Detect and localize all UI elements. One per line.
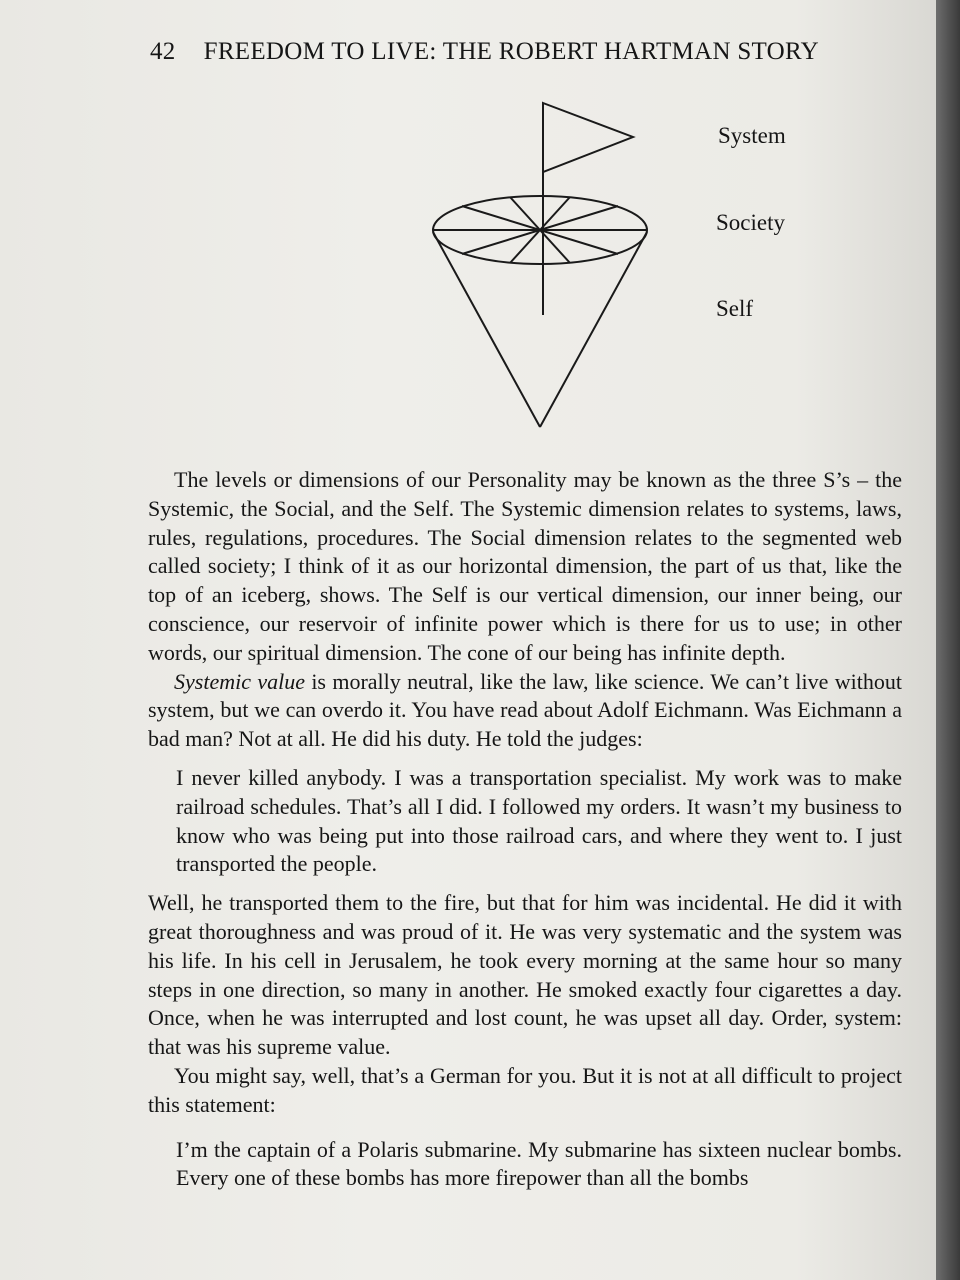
body-text [148, 466, 902, 1203]
eichmann-quote: I never killed anybody. I was a transportation specialist. My work was to make railroad schedules. That’s all I did. I followed my orders. It wasn’t my business to know who was being put into those railroad cars, and where they went to. I just transported the people. [176, 764, 902, 877]
running-header [150, 38, 819, 66]
polaris-quote: I’m the captain of a Polaris submarine. My submarine has sixteen nuclear bombs. Every one of these bombs has more firepower than all the bombs [176, 1136, 902, 1191]
emphasis-systemic-value: Systemic value [174, 668, 305, 694]
label-self: Self [716, 296, 754, 321]
running-title: FREEDOM TO LIVE: THE ROBERT HARTMAN STORY [203, 38, 819, 65]
paragraph-transported: Well, he transported them to the fire, but that for him was incidental. He did it with great thoroughness and was proud of it. He was very systematic and the system was his life. In his cell in Jerusalem, he took every morning at the same hour so many steps in one direction, so many in another. He smoked exactly four cigarettes a day. Once, when he was interrupted and lost count, he was upset all day. Order, system: that was his supreme value. [148, 890, 902, 1060]
paragraph-systemic-value [148, 668, 902, 754]
label-society: Society [716, 210, 785, 235]
personality-cone-diagram [420, 95, 820, 465]
paragraph-systemic-value-text: is morally neutral, like the law, like science. We can’t live without system, but we can overdo it. You have read about Adolf Eichmann. Was Eichmann a bad man? Not at all. He did his duty. He told the judges: [148, 668, 902, 752]
paragraph-three-s: The levels or dimensions of our Personality may be known as the three S’s – the Systemic, the Social, and the Self. The Systemic dimension relates to systems, laws, rules, regulations, procedures. The Social dimension relates to the segmented web called society; I think of it as our horizontal dimension, the part of us that, like the top of an iceberg, shows. The Self is our vertical dimension, our inner being, our conscience, our reservoir of infinite power which is there for us to use; in other words, our spiritual dimension. The cone of our being has infinite depth. [148, 467, 902, 665]
cone-illustration [420, 95, 820, 465]
book-spine-shadow [936, 0, 960, 1280]
page-number: 42 [150, 38, 176, 65]
label-system: System [718, 123, 786, 148]
paragraph-german: You might say, well, that’s a German for you. But it is not at all difficult to project this statement: [148, 1062, 902, 1117]
